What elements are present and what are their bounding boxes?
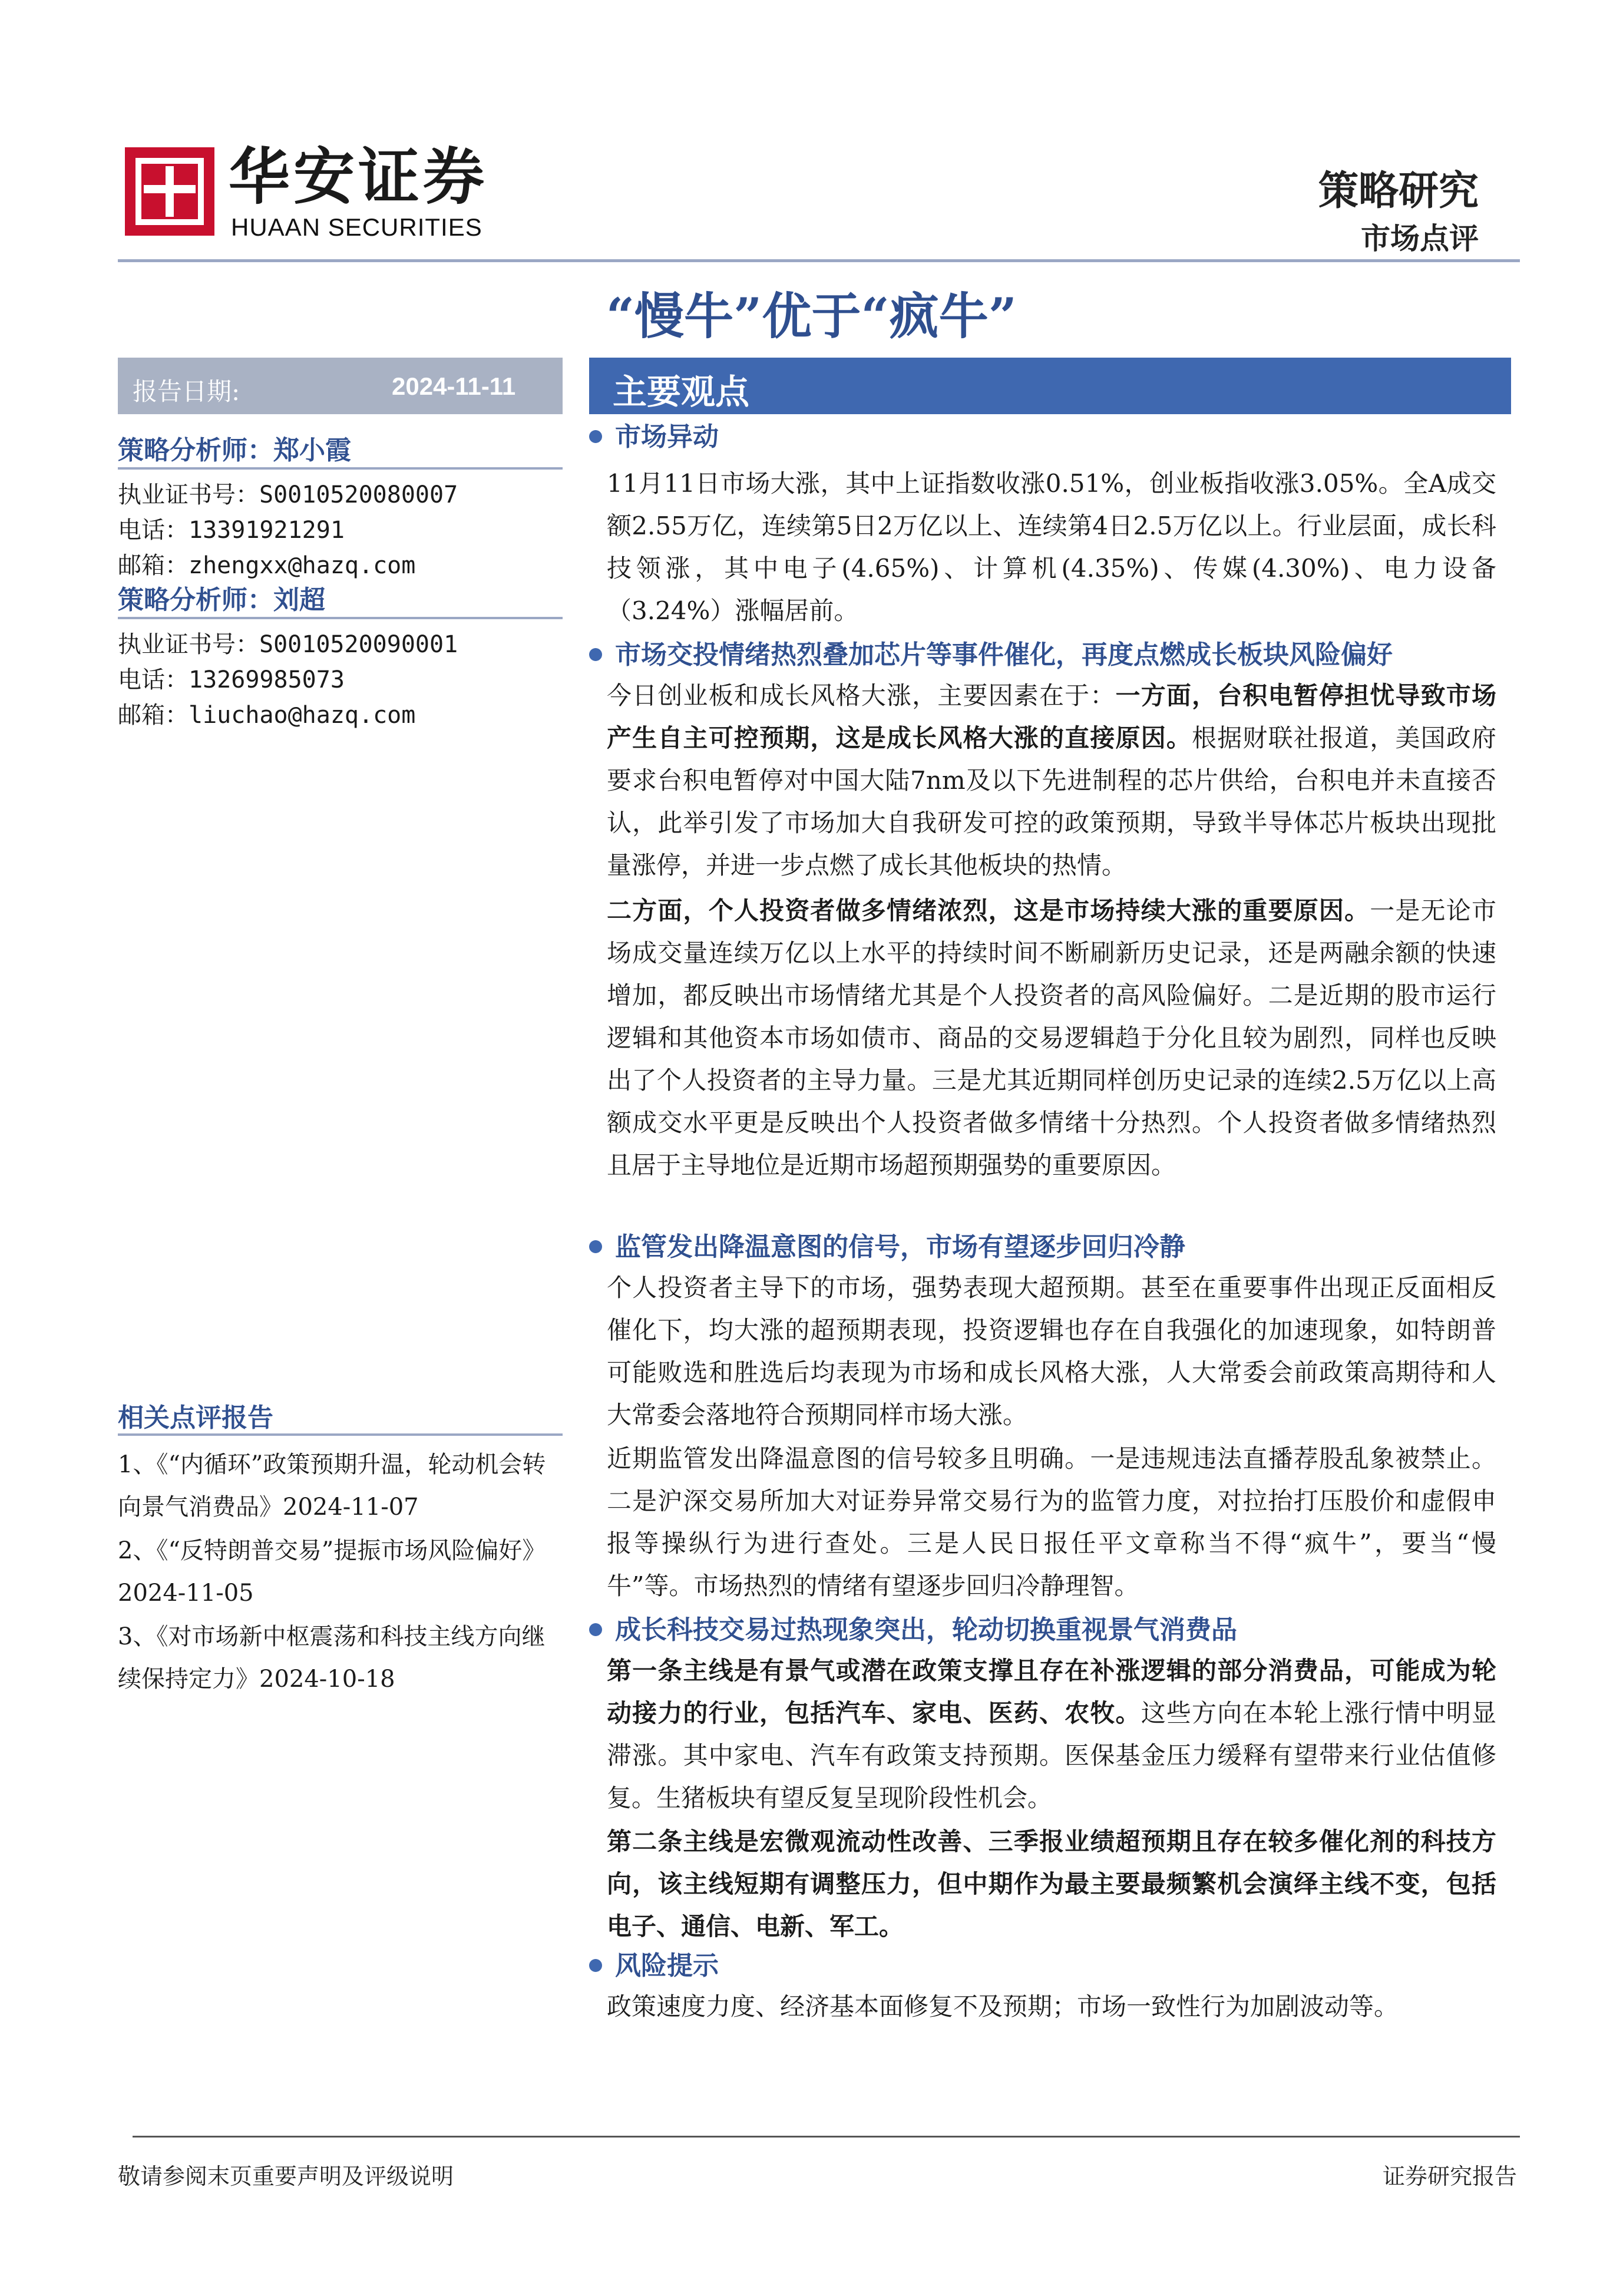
section-heading — [589, 1944, 719, 1982]
related-reports-divider — [118, 1433, 563, 1436]
section-heading — [589, 633, 1393, 671]
section-heading — [589, 415, 719, 453]
section-heading-text: 市场交投情绪热烈叠加芯片等事件催化，再度点燃成长板块风险偏好 — [615, 640, 1393, 670]
section-paragraph — [607, 1821, 1496, 1948]
report-category: 策略研究 — [1318, 167, 1479, 214]
report-subcategory: 市场点评 — [1361, 221, 1479, 256]
analyst-heading: 策略分析师：郑小霞 — [118, 435, 351, 465]
bullet-icon — [589, 1240, 602, 1253]
section-heading — [589, 1225, 1185, 1263]
body-text: 政策速度力度、经济基本面修复不及预期；市场一致性行为加剧波动等。 — [607, 1992, 1399, 2021]
section-paragraph — [607, 890, 1496, 1187]
analyst-heading: 策略分析师：刘超 — [118, 585, 325, 615]
section-heading-text: 风险提示 — [615, 1951, 719, 1981]
body-text: 近期监管发出降温意图的信号较多且明确。一是违规违法直播荐股乱象被禁止。二是沪深交易所加大对证券异常交易行为的监管力度，对拉抬打压股价和虚假申报等操纵行为进行查处。三是人民日报任平文章称当不得“疯牛”，要当“慢牛”等。市场热烈的情绪有望逐步回归冷静理智。 — [607, 1444, 1496, 1600]
section-heading — [589, 1608, 1237, 1646]
footer-divider — [133, 2136, 1520, 2138]
analyst-divider — [118, 617, 563, 619]
analyst-cert: 执业证书号：S0010520080007 — [118, 481, 458, 508]
section-paragraph — [607, 1438, 1496, 1607]
analyst-email: 邮箱：liuchao@hazq.com — [118, 702, 416, 729]
footer-report-type: 证券研究报告 — [1382, 2163, 1517, 2189]
report-date-label: 报告日期: — [133, 377, 240, 406]
header-divider — [118, 259, 1520, 262]
section-paragraph — [607, 1986, 1496, 2028]
analyst-phone: 电话：13269985073 — [118, 666, 345, 693]
body-text: 个人投资者主导下的市场，强势表现大超预期。甚至在重要事件出现正反面相反催化下，均大涨的超预期表现，投资逻辑也存在自我强化的加速现象，如特朗普可能败选和胜选后均表现为市场和成长风格大涨，人大常委会前政策高期待和人大常委会落地符合预期同样市场大涨。 — [607, 1273, 1496, 1429]
related-reports-heading: 相关点评报告 — [118, 1403, 273, 1433]
emphasis-text: 第一条主线是有景气或潜在政策支撑且存在补涨逻辑的部分消费品，可能成为轮动接力的行业，包括汽车、家电、医药、农牧。 — [607, 1656, 1496, 1727]
body-text: 这些方向在本轮上涨行情中明显滞涨。其中家电、汽车有政策支持预期。医保基金压力缓释有望带来行业估值修复。生猪板块有望反复呈现阶段性机会。 — [607, 1699, 1496, 1812]
section-heading-text: 成长科技交易过热现象突出，轮动切换重视景气消费品 — [615, 1615, 1237, 1645]
analyst-cert: 执业证书号：S0010520090001 — [118, 631, 458, 658]
analyst-divider — [118, 467, 563, 470]
related-report-link[interactable]: 2、《“反特朗普交易”提振市场风险偏好》2024-11-05 — [118, 1537, 546, 1607]
section-heading-text: 监管发出降温意图的信号，市场有望逐步回归冷静 — [615, 1232, 1185, 1262]
logo-chinese-name: 华安证券 — [229, 140, 488, 213]
emphasis-text: 二方面，个人投资者做多情绪浓烈，这是市场持续大涨的重要原因。 — [607, 896, 1370, 925]
bullet-icon — [589, 1623, 602, 1636]
body-text: 一是无论市场成交量连续万亿以上水平的持续时间不断刷新历史记录，还是两融余额的快速增加，都反映出市场情绪尤其是个人投资者的高风险偏好。二是近期的股市运行逻辑和其他资本市场如债市、商品的交易逻辑趋于分化且较为剧烈，同样也反映出了个人投资者的主导力量。三是尤其近期同样创历史记录的连续2.5万亿以上高额成交水平更是反映出个人投资者做多情绪十分热烈。个人投资者做多情绪热烈且居于主导地位是近期市场超预期强势的重要原因。 — [607, 896, 1496, 1180]
related-report-link[interactable]: 3、《对市场新中枢震荡和科技主线方向继续保持定力》2024-10-18 — [118, 1623, 546, 1693]
section-heading-text: 市场异动 — [615, 422, 719, 452]
emphasis-text: 第二条主线是宏微观流动性改善、三季报业绩超预期且存在较多催化剂的科技方向，该主线短期有调整压力，但中期作为最主要最频繁机会演绎主线不变，包括电子、通信、电新、军工。 — [607, 1827, 1496, 1941]
section-paragraph — [607, 1650, 1496, 1819]
analyst-phone: 电话：13391921291 — [118, 517, 345, 544]
bullet-icon — [589, 1959, 602, 1972]
footer-disclaimer: 敬请参阅末页重要声明及评级说明 — [118, 2163, 454, 2189]
key-points-title: 主要观点 — [613, 372, 750, 412]
report-date-value: 2024-11-11 — [392, 372, 516, 400]
body-text: 11月11日市场大涨，其中上证指数收涨0.51%，创业板指收涨3.05%。全A成交额2.55万亿，连续第5日2万亿以上、连续第4日2.5万亿以上。行业层面，成长科技领涨，其中电子(4.65%)、计算机(4.35%)、传媒(4.30%)、电力设备（3.24%）涨幅居前。 — [607, 469, 1496, 625]
logo-english-name: HUAAN SECURITIES — [231, 213, 482, 241]
bullet-icon — [589, 430, 602, 443]
section-paragraph — [607, 462, 1496, 632]
section-paragraph — [607, 675, 1496, 887]
analyst-email: 邮箱：zhengxx@hazq.com — [118, 552, 416, 579]
body-text: 今日创业板和成长风格大涨，主要因素在于： — [607, 681, 1116, 710]
company-logo-icon — [125, 147, 214, 236]
bullet-icon — [589, 648, 602, 661]
related-report-link[interactable]: 1、《“内循环”政策预期升温，轮动机会转向景气消费品》2024-11-07 — [118, 1451, 546, 1521]
body-text: 根据财联社报道，美国政府要求台积电暂停对中国大陆7nm及以下先进制程的芯片供给，台积电并未直接否认，此举引发了市场加大自我研发可控的政策预期，导致半导体芯片板块出现批量涨停，并进一步点燃了成长其他板块的热情。 — [607, 724, 1496, 880]
emphasis-text: 一方面，台积电暂停担忧导致市场产生自主可控预期，这是成长风格大涨的直接原因。 — [607, 681, 1496, 752]
section-paragraph — [607, 1267, 1496, 1436]
report-title: “慢牛”优于“疯牛” — [606, 287, 1017, 345]
